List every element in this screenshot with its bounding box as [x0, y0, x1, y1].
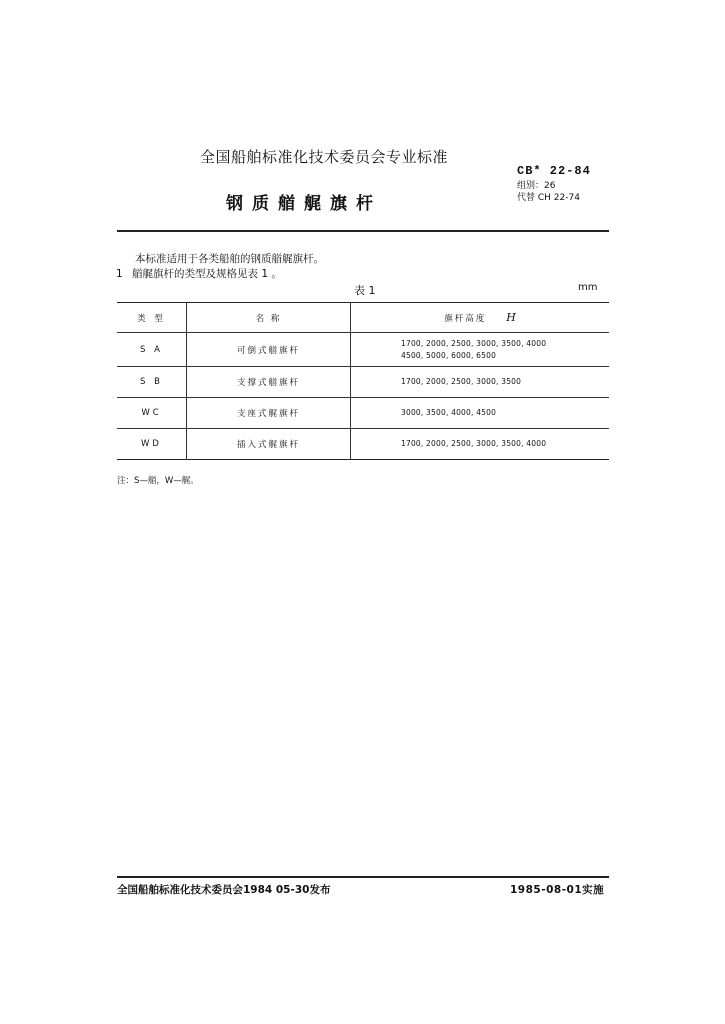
row-name: 插入式艉旗杆	[187, 429, 351, 460]
header-height-label: 旗杆高度	[444, 314, 487, 324]
intro-paragraph: 本标准适用于各类船舶的钢质艏艉旗杆。	[135, 253, 324, 265]
table-row	[117, 333, 609, 367]
footer-divider	[117, 876, 609, 878]
row-heights-line: 1700, 2000, 2500, 3000, 3500, 4000	[401, 439, 547, 448]
row-heights	[351, 429, 610, 460]
header-height	[351, 303, 610, 333]
row-heights	[351, 333, 610, 367]
table-row	[117, 398, 609, 429]
table-header-row	[117, 303, 609, 333]
row-type: WC	[141, 408, 162, 418]
row-type: WD	[141, 439, 162, 449]
row-heights-line: 3000, 3500, 4000, 4500	[401, 408, 497, 417]
row-heights-line: 1700, 2000, 2500, 3000, 3500	[401, 377, 522, 386]
row-name: 支撑式艏旗杆	[187, 367, 351, 398]
table-caption: 表 1	[354, 284, 376, 297]
flagpole-spec-table	[117, 302, 609, 460]
clause-1	[116, 266, 282, 281]
table-note: 注：S—艏，W—艉。	[117, 476, 199, 486]
table-row	[117, 429, 609, 460]
committee-name: 全国船舶标准化技术委员会专业标准	[200, 148, 449, 166]
clause-number: 1	[116, 268, 123, 280]
standard-number: CB* 22-84	[517, 164, 591, 178]
standard-replaces: 代替 CH 22-74	[517, 193, 580, 203]
row-name: 可倒式艏旗杆	[187, 333, 351, 367]
document-title: 钢质艏艉旗杆	[226, 194, 382, 214]
row-heights	[351, 367, 610, 398]
effective-date: 1985-08-01实施	[510, 884, 605, 896]
row-heights-line: 4500, 5000, 6000, 6500	[401, 350, 497, 360]
table-row	[117, 367, 609, 398]
row-heights-line: 1700, 2000, 2500, 3000, 3500, 4000	[401, 338, 547, 348]
table-unit: mm	[578, 282, 598, 293]
header-name: 名 称	[187, 303, 351, 333]
publication-info: 全国船舶标准化技术委员会1984 05-30发布	[117, 884, 331, 896]
clause-text: 艏艉旗杆的类型及规格见表 1 。	[132, 268, 282, 280]
header-type: 类 型	[137, 313, 166, 324]
row-heights	[351, 398, 610, 429]
header-divider	[117, 230, 609, 232]
row-type: S A	[140, 344, 163, 355]
header-height-symbol: H	[506, 311, 516, 324]
row-type: S B	[140, 377, 163, 387]
standard-group: 组别：26	[517, 181, 556, 191]
row-name: 支座式艉旗杆	[187, 398, 351, 429]
